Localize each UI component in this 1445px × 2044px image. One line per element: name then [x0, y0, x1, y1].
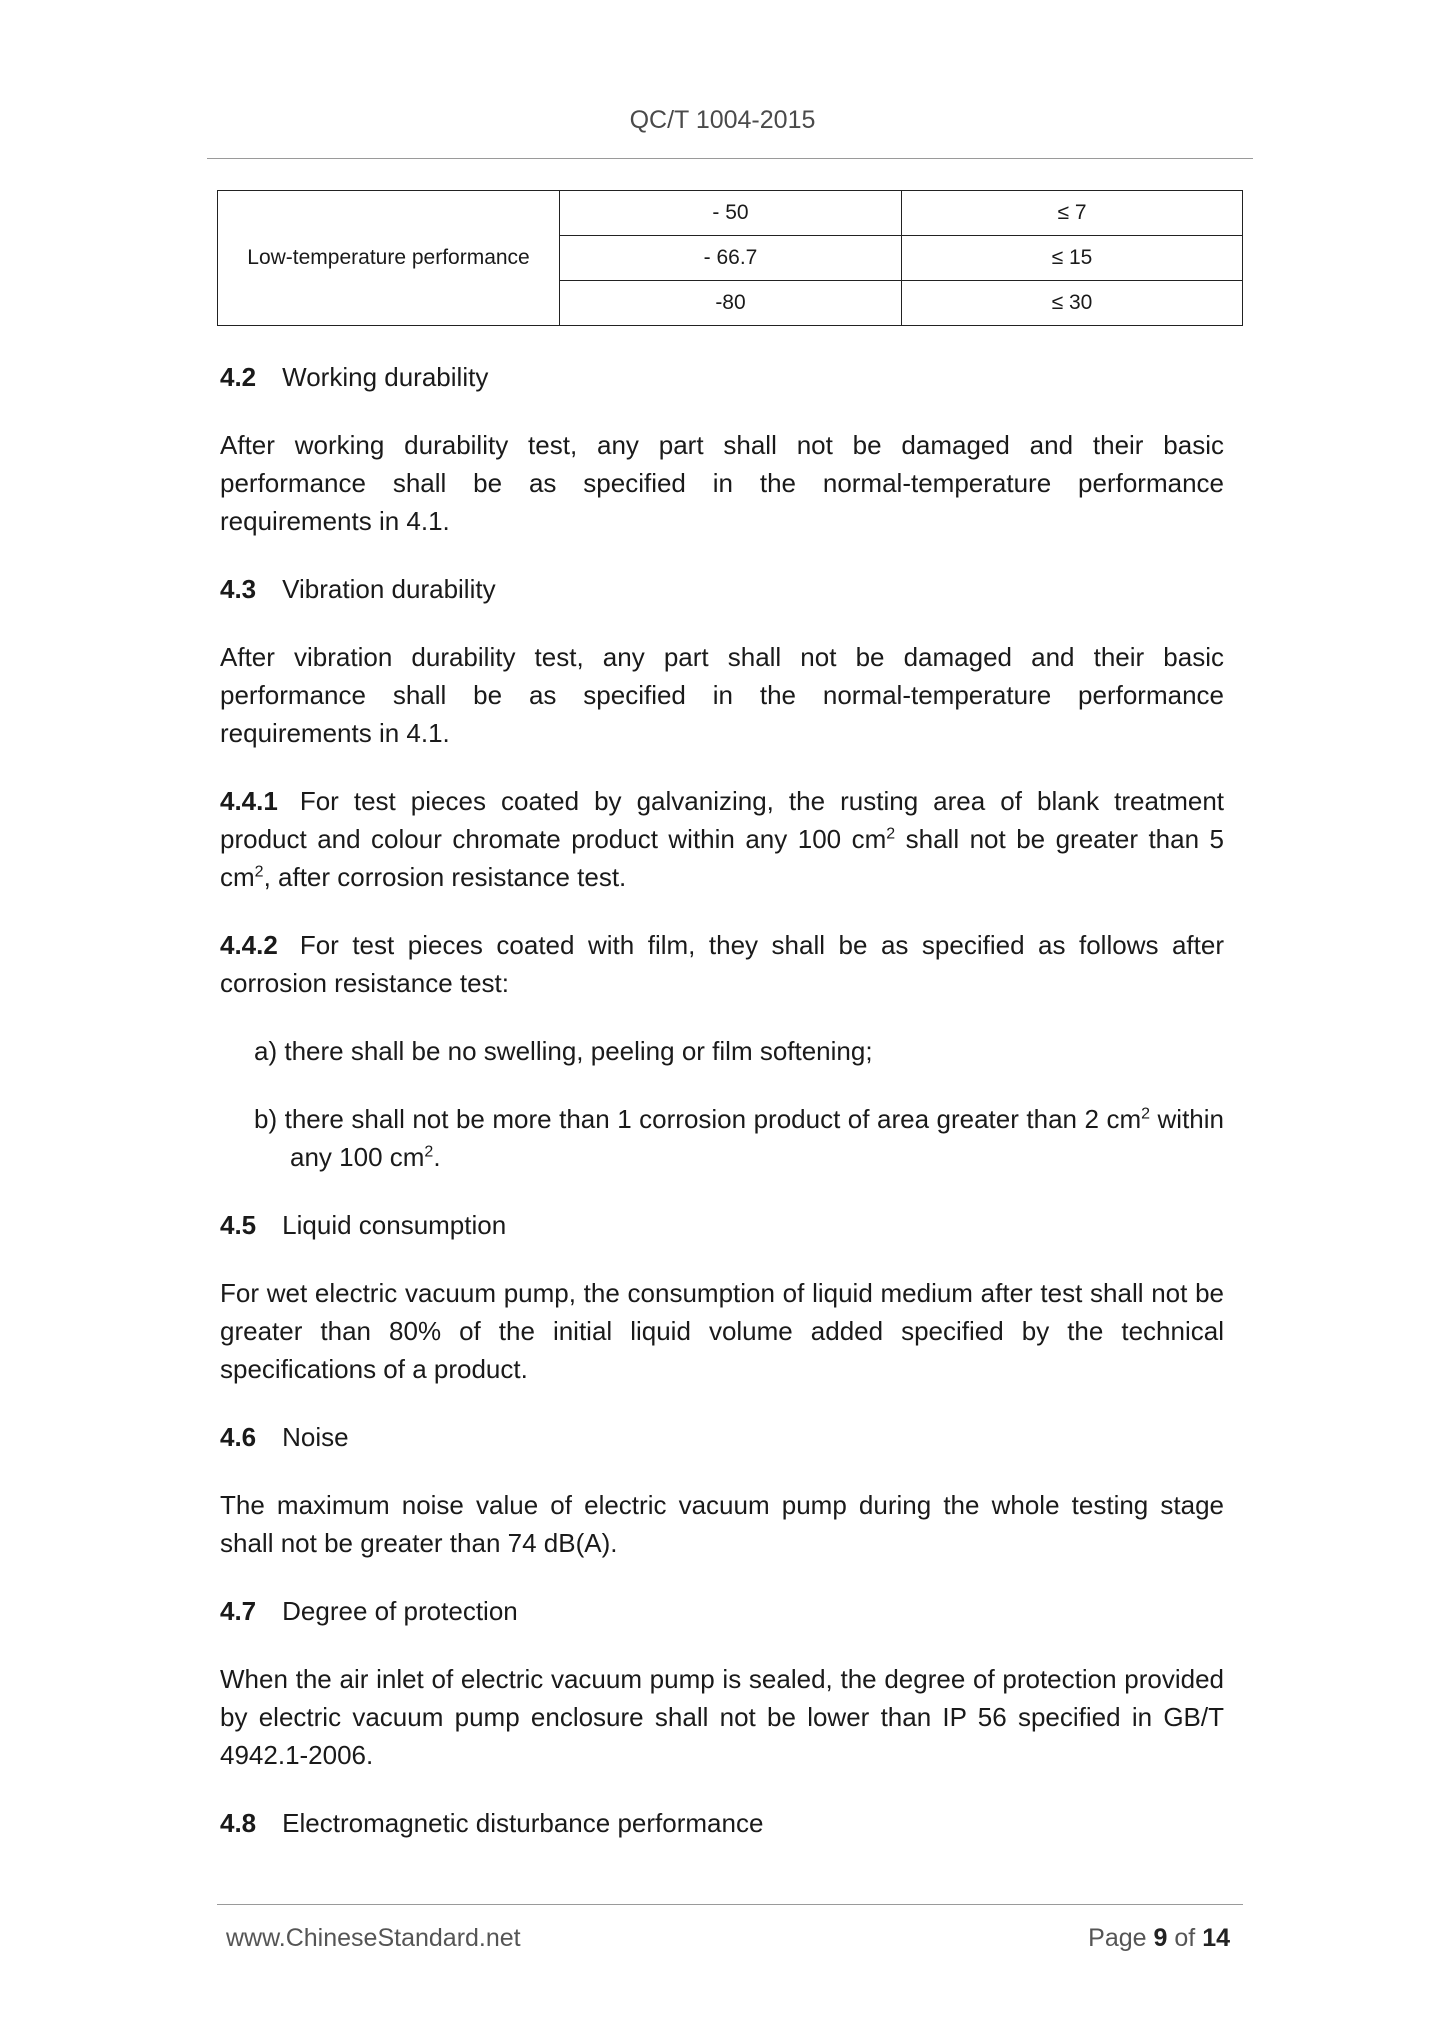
section-heading-4-5	[220, 1206, 1224, 1244]
section-body-4-5: For wet electric vacuum pump, the consumption of liquid medium after test shall not be greater than 80% of the initial liquid volume added specified by the technical specifications of a product.	[220, 1278, 1224, 1384]
page-indicator	[1088, 1924, 1230, 1953]
list-item-text: .	[433, 1142, 441, 1172]
section-title: Noise	[282, 1422, 349, 1452]
table-row-label: Low-temperature performance	[218, 191, 560, 326]
list-item	[254, 1100, 1224, 1176]
section-number: 4.5	[220, 1210, 257, 1240]
header-divider	[207, 158, 1253, 159]
section-heading-4-7	[220, 1592, 1224, 1630]
page-prefix: Page	[1088, 1924, 1147, 1952]
section-number: 4.6	[220, 1422, 257, 1452]
section-number: 4.2	[220, 362, 257, 392]
footer-site-link[interactable]: www.ChineseStandard.net	[226, 1924, 521, 1952]
page-current: 9	[1153, 1924, 1168, 1952]
section-number: 4.3	[220, 574, 257, 604]
document-body	[220, 358, 1224, 1872]
clause-text: For test pieces coated by galvanizing, the rusting area of blank treatment product and colour chromate product within any 100 cm	[220, 786, 1224, 854]
superscript: 2	[886, 825, 896, 843]
document-header-title: QC/T 1004-2015	[629, 106, 816, 134]
table-cell-value: ≤ 7	[902, 191, 1243, 236]
page-of: of	[1174, 1924, 1196, 1952]
section-heading-4-6	[220, 1418, 1224, 1456]
section-heading-4-8	[220, 1804, 1224, 1842]
clause-text: For test pieces coated with film, they shall be as specified as follows after corrosion resistance test:	[220, 930, 1224, 998]
clause-text: shall not be greater than 5 cm	[220, 824, 1224, 892]
table-cell-temperature: - 66.7	[560, 236, 902, 281]
section-body-4-6: The maximum noise value of electric vacuum pump during the whole testing stage shall not be greater than 74 dB(A).	[220, 1490, 1224, 1558]
clause-number: 4.4.2	[220, 930, 278, 960]
list-item: a) there shall be no swelling, peeling or film softening;	[254, 1036, 873, 1066]
list-item-text: b) there shall not be more than 1 corrosion product of area greater than 2 cm	[254, 1104, 1142, 1134]
table-cell-value: ≤ 30	[902, 281, 1243, 326]
table-cell-value: ≤ 15	[902, 236, 1243, 281]
superscript: 2	[254, 863, 264, 881]
section-title: Working durability	[282, 362, 489, 392]
section-number: 4.8	[220, 1808, 257, 1838]
section-title: Electromagnetic disturbance performance	[282, 1808, 764, 1838]
superscript: 2	[1141, 1105, 1151, 1123]
table-cell-temperature: -80	[560, 281, 902, 326]
section-body-4-7: When the air inlet of electric vacuum pump is sealed, the degree of protection provided by electric vacuum pump enclosure shall not be lower than IP 56 specified in GB/T 4942.1-2006.	[220, 1664, 1224, 1770]
page-total: 14	[1202, 1924, 1230, 1952]
superscript: 2	[424, 1143, 434, 1161]
footer-divider	[217, 1904, 1243, 1905]
clause-4-4-1	[220, 782, 1224, 896]
section-title: Degree of protection	[282, 1596, 518, 1626]
clause-number: 4.4.1	[220, 786, 278, 816]
section-title: Vibration durability	[282, 574, 496, 604]
table-row	[218, 191, 1243, 236]
table-cell-temperature: - 50	[560, 191, 902, 236]
clause-text: , after corrosion resistance test.	[263, 862, 627, 892]
section-heading-4-3	[220, 570, 1224, 608]
section-number: 4.7	[220, 1596, 257, 1626]
section-heading-4-2	[220, 358, 1224, 396]
section-body-4-3: After vibration durability test, any part shall not be damaged and their basic performance shall be as specified in the normal-temperature performance requirements in 4.1.	[220, 642, 1224, 748]
section-body-4-2: After working durability test, any part shall not be damaged and their basic performance shall be as specified in the normal-temperature performance requirements in 4.1.	[220, 430, 1224, 536]
clause-4-4-2	[220, 926, 1224, 1002]
performance-table	[217, 190, 1243, 326]
section-title: Liquid consumption	[282, 1210, 507, 1240]
list-item-text: within any 100 cm	[290, 1104, 1224, 1172]
